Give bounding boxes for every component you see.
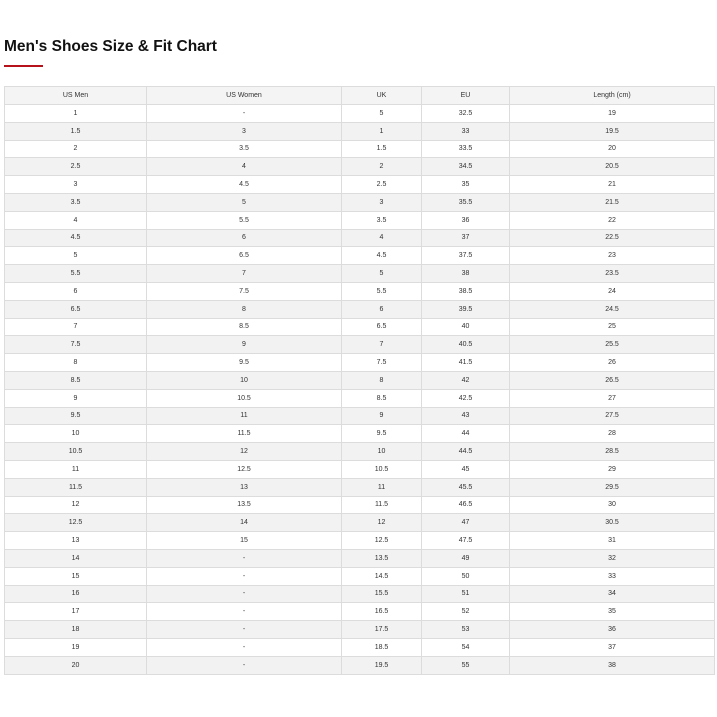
cell-eu: 40.5 bbox=[422, 336, 510, 354]
cell-us-women: 13 bbox=[147, 478, 342, 496]
column-header-length-cm: Length (cm) bbox=[510, 87, 715, 105]
cell-us-women: 6 bbox=[147, 229, 342, 247]
cell-us-women: 4 bbox=[147, 158, 342, 176]
cell-length-cm: 19.5 bbox=[510, 122, 715, 140]
cell-length-cm: 27 bbox=[510, 389, 715, 407]
table-row bbox=[5, 656, 715, 674]
cell-eu: 37.5 bbox=[422, 247, 510, 265]
cell-length-cm: 28.5 bbox=[510, 443, 715, 461]
table-row bbox=[5, 567, 715, 585]
cell-length-cm: 31 bbox=[510, 532, 715, 550]
table-row bbox=[5, 478, 715, 496]
cell-length-cm: 36 bbox=[510, 621, 715, 639]
table-row bbox=[5, 176, 715, 194]
cell-length-cm: 20 bbox=[510, 140, 715, 158]
cell-uk: 12 bbox=[342, 514, 422, 532]
cell-eu: 35.5 bbox=[422, 193, 510, 211]
cell-eu: 37 bbox=[422, 229, 510, 247]
cell-uk: 6 bbox=[342, 300, 422, 318]
cell-eu: 49 bbox=[422, 549, 510, 567]
cell-eu: 38.5 bbox=[422, 282, 510, 300]
table-row bbox=[5, 585, 715, 603]
cell-us-men: 7 bbox=[5, 318, 147, 336]
table-row bbox=[5, 549, 715, 567]
cell-us-men: 10 bbox=[5, 425, 147, 443]
cell-us-men: 11.5 bbox=[5, 478, 147, 496]
cell-us-women: 12.5 bbox=[147, 460, 342, 478]
cell-uk: 2 bbox=[342, 158, 422, 176]
cell-eu: 52 bbox=[422, 603, 510, 621]
cell-us-men: 13 bbox=[5, 532, 147, 550]
cell-us-men: 1.5 bbox=[5, 122, 147, 140]
cell-eu: 45 bbox=[422, 460, 510, 478]
cell-uk: 5.5 bbox=[342, 282, 422, 300]
cell-eu: 53 bbox=[422, 621, 510, 639]
table-row bbox=[5, 140, 715, 158]
cell-eu: 33 bbox=[422, 122, 510, 140]
cell-us-men: 12.5 bbox=[5, 514, 147, 532]
cell-us-men: 16 bbox=[5, 585, 147, 603]
cell-eu: 32.5 bbox=[422, 105, 510, 123]
cell-uk: 10.5 bbox=[342, 460, 422, 478]
cell-length-cm: 27.5 bbox=[510, 407, 715, 425]
header-row bbox=[5, 87, 715, 105]
cell-length-cm: 26 bbox=[510, 354, 715, 372]
table-row bbox=[5, 354, 715, 372]
cell-uk: 16.5 bbox=[342, 603, 422, 621]
cell-uk: 9.5 bbox=[342, 425, 422, 443]
cell-length-cm: 23 bbox=[510, 247, 715, 265]
table-row bbox=[5, 389, 715, 407]
cell-eu: 47 bbox=[422, 514, 510, 532]
cell-uk: 7 bbox=[342, 336, 422, 354]
table-body bbox=[5, 105, 715, 675]
cell-eu: 40 bbox=[422, 318, 510, 336]
cell-eu: 36 bbox=[422, 211, 510, 229]
cell-us-men: 5 bbox=[5, 247, 147, 265]
cell-uk: 11.5 bbox=[342, 496, 422, 514]
cell-us-women: 9 bbox=[147, 336, 342, 354]
cell-length-cm: 30 bbox=[510, 496, 715, 514]
table-row bbox=[5, 265, 715, 283]
table-row bbox=[5, 443, 715, 461]
table-row bbox=[5, 460, 715, 478]
cell-uk: 8 bbox=[342, 371, 422, 389]
cell-length-cm: 26.5 bbox=[510, 371, 715, 389]
cell-us-women: 3.5 bbox=[147, 140, 342, 158]
cell-length-cm: 22 bbox=[510, 211, 715, 229]
cell-us-women: 10 bbox=[147, 371, 342, 389]
cell-length-cm: 29 bbox=[510, 460, 715, 478]
table-row bbox=[5, 193, 715, 211]
cell-us-men: 19 bbox=[5, 638, 147, 656]
cell-us-women: 11 bbox=[147, 407, 342, 425]
cell-length-cm: 35 bbox=[510, 603, 715, 621]
column-header-us-men: US Men bbox=[5, 87, 147, 105]
cell-length-cm: 32 bbox=[510, 549, 715, 567]
cell-us-men: 15 bbox=[5, 567, 147, 585]
table-row bbox=[5, 247, 715, 265]
cell-us-women: - bbox=[147, 549, 342, 567]
cell-uk: 14.5 bbox=[342, 567, 422, 585]
cell-uk: 13.5 bbox=[342, 549, 422, 567]
table-row bbox=[5, 318, 715, 336]
cell-us-women: 4.5 bbox=[147, 176, 342, 194]
cell-uk: 9 bbox=[342, 407, 422, 425]
table-row bbox=[5, 122, 715, 140]
table-row bbox=[5, 638, 715, 656]
cell-eu: 50 bbox=[422, 567, 510, 585]
table-row bbox=[5, 371, 715, 389]
column-header-us-women: US Women bbox=[147, 87, 342, 105]
cell-eu: 34.5 bbox=[422, 158, 510, 176]
cell-us-women: 6.5 bbox=[147, 247, 342, 265]
cell-eu: 44.5 bbox=[422, 443, 510, 461]
cell-eu: 41.5 bbox=[422, 354, 510, 372]
cell-uk: 5 bbox=[342, 105, 422, 123]
cell-us-women: 7 bbox=[147, 265, 342, 283]
cell-eu: 54 bbox=[422, 638, 510, 656]
cell-eu: 42 bbox=[422, 371, 510, 389]
cell-us-women: 7.5 bbox=[147, 282, 342, 300]
table-row bbox=[5, 336, 715, 354]
cell-us-women: 10.5 bbox=[147, 389, 342, 407]
cell-us-women: 5 bbox=[147, 193, 342, 211]
table-row bbox=[5, 105, 715, 123]
cell-us-men: 12 bbox=[5, 496, 147, 514]
cell-us-women: - bbox=[147, 567, 342, 585]
cell-us-men: 17 bbox=[5, 603, 147, 621]
cell-uk: 3 bbox=[342, 193, 422, 211]
size-chart-table bbox=[4, 86, 715, 675]
cell-uk: 15.5 bbox=[342, 585, 422, 603]
cell-length-cm: 28 bbox=[510, 425, 715, 443]
table-row bbox=[5, 158, 715, 176]
cell-eu: 42.5 bbox=[422, 389, 510, 407]
table-row bbox=[5, 621, 715, 639]
cell-us-men: 2 bbox=[5, 140, 147, 158]
cell-eu: 43 bbox=[422, 407, 510, 425]
cell-uk: 2.5 bbox=[342, 176, 422, 194]
cell-uk: 4.5 bbox=[342, 247, 422, 265]
cell-eu: 35 bbox=[422, 176, 510, 194]
cell-uk: 11 bbox=[342, 478, 422, 496]
cell-uk: 8.5 bbox=[342, 389, 422, 407]
cell-eu: 47.5 bbox=[422, 532, 510, 550]
cell-us-men: 8.5 bbox=[5, 371, 147, 389]
cell-us-women: 8.5 bbox=[147, 318, 342, 336]
cell-us-women: - bbox=[147, 603, 342, 621]
cell-uk: 4 bbox=[342, 229, 422, 247]
cell-uk: 6.5 bbox=[342, 318, 422, 336]
table-header bbox=[5, 87, 715, 105]
cell-length-cm: 19 bbox=[510, 105, 715, 123]
table-row bbox=[5, 532, 715, 550]
cell-eu: 51 bbox=[422, 585, 510, 603]
cell-length-cm: 23.5 bbox=[510, 265, 715, 283]
cell-us-women: - bbox=[147, 621, 342, 639]
cell-us-men: 4.5 bbox=[5, 229, 147, 247]
cell-us-men: 5.5 bbox=[5, 265, 147, 283]
cell-us-men: 6 bbox=[5, 282, 147, 300]
cell-us-women: 9.5 bbox=[147, 354, 342, 372]
cell-eu: 39.5 bbox=[422, 300, 510, 318]
cell-eu: 46.5 bbox=[422, 496, 510, 514]
cell-uk: 5 bbox=[342, 265, 422, 283]
cell-length-cm: 20.5 bbox=[510, 158, 715, 176]
cell-us-men: 18 bbox=[5, 621, 147, 639]
cell-length-cm: 29.5 bbox=[510, 478, 715, 496]
cell-eu: 38 bbox=[422, 265, 510, 283]
table-row bbox=[5, 603, 715, 621]
cell-uk: 3.5 bbox=[342, 211, 422, 229]
cell-us-women: 3 bbox=[147, 122, 342, 140]
cell-length-cm: 38 bbox=[510, 656, 715, 674]
cell-us-men: 10.5 bbox=[5, 443, 147, 461]
cell-us-men: 9.5 bbox=[5, 407, 147, 425]
table-row bbox=[5, 300, 715, 318]
cell-uk: 12.5 bbox=[342, 532, 422, 550]
cell-us-women: 14 bbox=[147, 514, 342, 532]
cell-us-men: 3.5 bbox=[5, 193, 147, 211]
table-row bbox=[5, 407, 715, 425]
cell-length-cm: 22.5 bbox=[510, 229, 715, 247]
cell-us-women: 12 bbox=[147, 443, 342, 461]
cell-us-men: 14 bbox=[5, 549, 147, 567]
cell-us-men: 6.5 bbox=[5, 300, 147, 318]
cell-length-cm: 24 bbox=[510, 282, 715, 300]
cell-uk: 17.5 bbox=[342, 621, 422, 639]
cell-us-women: 15 bbox=[147, 532, 342, 550]
cell-us-women: 11.5 bbox=[147, 425, 342, 443]
cell-us-men: 3 bbox=[5, 176, 147, 194]
cell-us-men: 2.5 bbox=[5, 158, 147, 176]
cell-eu: 33.5 bbox=[422, 140, 510, 158]
cell-us-women: 8 bbox=[147, 300, 342, 318]
cell-length-cm: 30.5 bbox=[510, 514, 715, 532]
cell-us-women: - bbox=[147, 585, 342, 603]
cell-length-cm: 21 bbox=[510, 176, 715, 194]
table-row bbox=[5, 211, 715, 229]
table-row bbox=[5, 425, 715, 443]
cell-uk: 1.5 bbox=[342, 140, 422, 158]
table-row bbox=[5, 229, 715, 247]
cell-uk: 1 bbox=[342, 122, 422, 140]
cell-us-women: 13.5 bbox=[147, 496, 342, 514]
column-header-eu: EU bbox=[422, 87, 510, 105]
column-header-uk: UK bbox=[342, 87, 422, 105]
cell-us-men: 20 bbox=[5, 656, 147, 674]
cell-length-cm: 24.5 bbox=[510, 300, 715, 318]
cell-eu: 45.5 bbox=[422, 478, 510, 496]
cell-us-men: 8 bbox=[5, 354, 147, 372]
cell-us-women: - bbox=[147, 638, 342, 656]
cell-us-men: 7.5 bbox=[5, 336, 147, 354]
cell-uk: 7.5 bbox=[342, 354, 422, 372]
cell-length-cm: 25 bbox=[510, 318, 715, 336]
cell-length-cm: 33 bbox=[510, 567, 715, 585]
page-title: Men's Shoes Size & Fit Chart bbox=[4, 38, 217, 55]
title-accent-underline bbox=[4, 65, 43, 67]
cell-uk: 18.5 bbox=[342, 638, 422, 656]
table-row bbox=[5, 496, 715, 514]
cell-uk: 10 bbox=[342, 443, 422, 461]
cell-uk: 19.5 bbox=[342, 656, 422, 674]
cell-us-women: - bbox=[147, 656, 342, 674]
cell-us-women: 5.5 bbox=[147, 211, 342, 229]
table-row bbox=[5, 282, 715, 300]
table-row bbox=[5, 514, 715, 532]
cell-us-men: 4 bbox=[5, 211, 147, 229]
cell-us-women: - bbox=[147, 105, 342, 123]
cell-length-cm: 37 bbox=[510, 638, 715, 656]
cell-length-cm: 25.5 bbox=[510, 336, 715, 354]
cell-us-men: 11 bbox=[5, 460, 147, 478]
cell-length-cm: 21.5 bbox=[510, 193, 715, 211]
cell-length-cm: 34 bbox=[510, 585, 715, 603]
cell-eu: 55 bbox=[422, 656, 510, 674]
cell-eu: 44 bbox=[422, 425, 510, 443]
cell-us-men: 9 bbox=[5, 389, 147, 407]
cell-us-men: 1 bbox=[5, 105, 147, 123]
